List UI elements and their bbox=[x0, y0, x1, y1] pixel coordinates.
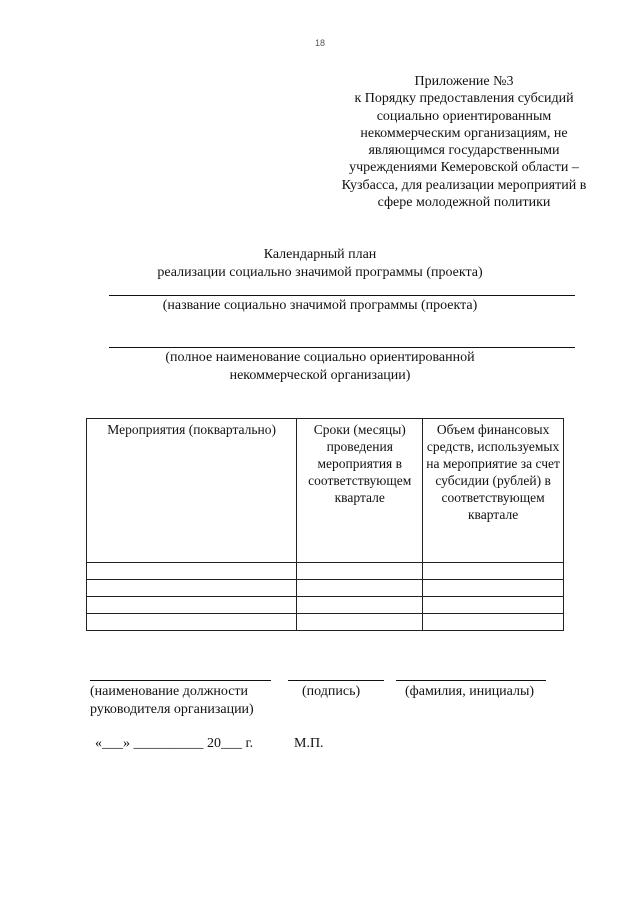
appendix-line: Кузбасса, для реализации мероприятий в bbox=[341, 177, 587, 193]
table-cell[interactable] bbox=[87, 614, 297, 631]
table-row bbox=[87, 597, 564, 614]
title-line: реализации социально значимой программы (проекта) bbox=[157, 264, 483, 280]
position-caption bbox=[90, 683, 254, 718]
table-cell[interactable] bbox=[87, 580, 297, 597]
table-cell[interactable] bbox=[297, 563, 423, 580]
table-row bbox=[87, 563, 564, 580]
table-header-row bbox=[87, 419, 564, 563]
table-cell[interactable] bbox=[423, 563, 564, 580]
title-line: Календарный план bbox=[263, 247, 377, 262]
position-caption-line: руководителя организации) bbox=[90, 701, 254, 717]
appendix-line: социально ориентированным bbox=[376, 108, 552, 124]
table-cell[interactable] bbox=[87, 597, 297, 614]
header-timing: Сроки (месяцы) проведения мероприятия в соответствующем квартале bbox=[297, 419, 423, 563]
position-signature-line bbox=[90, 680, 271, 681]
appendix-line: Приложение №3 bbox=[414, 74, 514, 89]
stamp-place: М.П. bbox=[294, 736, 324, 751]
position-caption-line: (наименование должности bbox=[90, 684, 249, 699]
calendar-plan-table bbox=[86, 418, 564, 631]
table-cell[interactable] bbox=[297, 580, 423, 597]
caption-line: некоммерческой организации) bbox=[229, 367, 411, 383]
table-row bbox=[87, 580, 564, 597]
header-activities: Мероприятия (поквартально) bbox=[87, 419, 297, 563]
table-cell[interactable] bbox=[423, 580, 564, 597]
appendix-line: некоммерческим организациям, не bbox=[360, 125, 568, 141]
appendix-line: к Порядку предоставления субсидий bbox=[354, 91, 574, 107]
header-funding: Объем финансовых средств, используемых на мероприятие за счет субсидии (рублей) в соответствующем квартале bbox=[423, 419, 564, 563]
document-title bbox=[0, 246, 640, 281]
table-cell[interactable] bbox=[423, 614, 564, 631]
table-cell[interactable] bbox=[87, 563, 297, 580]
caption-line: (полное наименование социально ориентированной bbox=[165, 350, 475, 365]
appendix-line: сфере молодежной политики bbox=[377, 195, 551, 211]
date-field: «___» __________ 20___ г. bbox=[95, 736, 254, 751]
page-number: 18 bbox=[314, 38, 325, 48]
name-caption: (фамилия, инициалы) bbox=[405, 684, 535, 699]
organization-name-caption bbox=[0, 349, 640, 384]
signature-line bbox=[288, 680, 384, 681]
program-name-line bbox=[109, 295, 575, 296]
appendix-line: учреждениями Кемеровской области – bbox=[349, 160, 579, 176]
table-cell[interactable] bbox=[297, 614, 423, 631]
name-signature-line bbox=[396, 680, 546, 681]
organization-name-line bbox=[109, 347, 575, 348]
program-name-caption: (название социально значимой программы (проекта) bbox=[162, 298, 478, 313]
table-cell[interactable] bbox=[423, 597, 564, 614]
appendix-line: являющимся государственными bbox=[368, 143, 560, 159]
table-row bbox=[87, 614, 564, 631]
signature-caption: (подпись) bbox=[302, 684, 361, 699]
appendix-header bbox=[312, 73, 616, 211]
table-cell[interactable] bbox=[297, 597, 423, 614]
